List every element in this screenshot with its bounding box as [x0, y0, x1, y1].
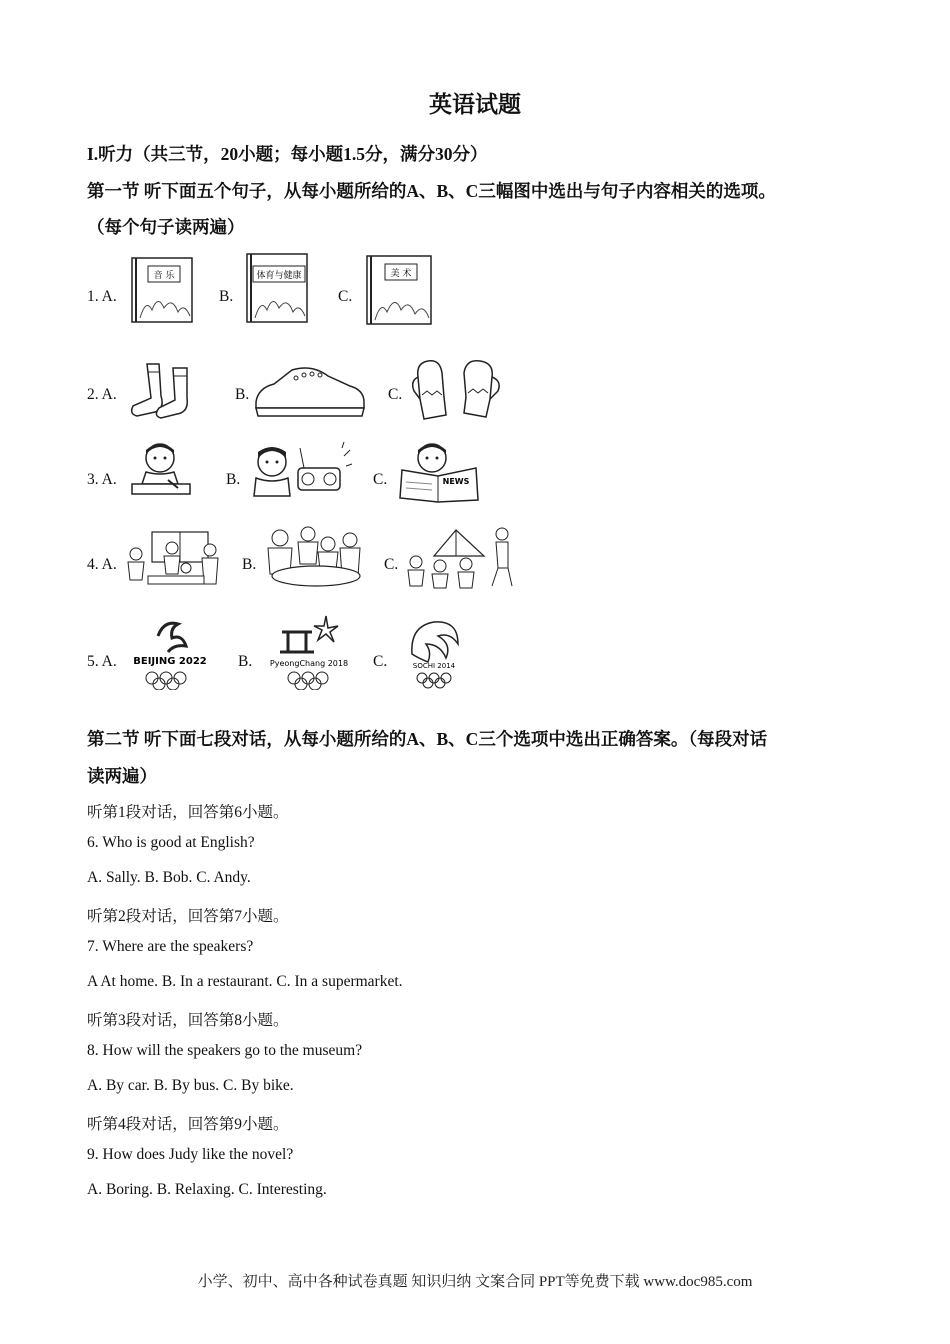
svg-text:BEIJING 2022: BEIJING 2022 [133, 656, 207, 667]
page-title: 英语试题 [429, 92, 521, 117]
q3-label: 3. A. [87, 471, 117, 488]
svg-text:体育与健康: 体育与健康 [256, 271, 302, 281]
dialog-1-intro: 听第1段对话，回答第6小题。 [87, 804, 289, 821]
q3-c-label: C. [373, 471, 388, 488]
section1-instruction-cont: （每个句子读两遍） [87, 217, 245, 237]
question-6: 6. Who is good at English? [87, 834, 255, 851]
q1-b-label: B. [219, 288, 234, 305]
socks-icon [125, 358, 211, 422]
boy-radio-icon [248, 440, 354, 500]
q1-label: 1. A. [87, 288, 117, 305]
svg-text:PyeongChang 2018: PyeongChang 2018 [269, 659, 349, 668]
svg-text:SOCHI 2014: SOCHI 2014 [412, 662, 456, 670]
question-8: 8. How will the speakers go to the museum? [87, 1042, 363, 1059]
sneakers-icon [252, 362, 370, 422]
dialog-3-intro: 听第3段对话，回答第8小题。 [87, 1012, 289, 1029]
q5-c-label: C. [373, 653, 388, 670]
section1-instruction: 第一节 听下面五个句子，从每小题所给的A、B、C三幅图中选出与句子内容相关的选项。 [87, 181, 776, 201]
svg-text:NEWS: NEWS [442, 477, 470, 486]
pyeongchang-2018-logo-icon [262, 612, 356, 690]
question-7-options: A At home. B. In a restaurant. C. In a supermarket. [87, 973, 403, 990]
q4-b-label: B. [242, 556, 257, 573]
question-7: 7. Where are the speakers? [87, 938, 254, 955]
boy-newspaper-icon [398, 440, 480, 504]
dialog-4-intro: 听第4段对话，回答第9小题。 [87, 1116, 289, 1133]
pe-book-icon [245, 252, 309, 324]
page-footer: 小学、初中、高中各种试卷真题 知识归纳 文案合同 PPT等免费下载 www.doc985.com [197, 1274, 753, 1290]
question-8-options: A. By car. B. By bus. C. By bike. [87, 1077, 294, 1094]
dinner-table-scene-icon [262, 524, 366, 592]
dialog-2-intro: 听第2段对话，回答第7小题。 [87, 908, 289, 925]
q4-c-label: C. [384, 556, 399, 573]
q5-label: 5. A. [87, 653, 117, 670]
svg-text:音 乐: 音 乐 [153, 271, 175, 281]
camping-scene-icon [404, 522, 516, 592]
sochi-2014-logo-icon [402, 614, 466, 690]
question-9: 9. How does Judy like the novel? [87, 1146, 294, 1163]
music-book-icon [130, 256, 194, 324]
q4-label: 4. A. [87, 556, 117, 573]
q5-b-label: B. [238, 653, 253, 670]
q1-c-label: C. [338, 288, 353, 305]
q2-label: 2. A. [87, 386, 117, 403]
section2-instruction: 第二节 听下面七段对话，从每小题所给的A、B、C三个选项中选出正确答案。（每段对话 [87, 729, 768, 749]
question-9-options: A. Boring. B. Relaxing. C. Interesting. [87, 1181, 327, 1198]
part1-heading: I.听力（共三节，20小题；每小题1.5分，满分30分） [87, 144, 488, 164]
beijing-2022-logo-icon [124, 616, 216, 690]
q2-c-label: C. [388, 386, 403, 403]
family-home-scene-icon [122, 528, 222, 592]
mittens-icon [410, 355, 504, 425]
q3-b-label: B. [226, 471, 241, 488]
q2-b-label: B. [235, 386, 250, 403]
question-6-options: A. Sally. B. Bob. C. Andy. [87, 869, 251, 886]
boy-writing-icon [128, 440, 194, 500]
art-book-icon [365, 254, 433, 326]
section2-instruction-cont: 读两遍） [87, 766, 157, 786]
svg-text:美 术: 美 术 [390, 269, 412, 279]
